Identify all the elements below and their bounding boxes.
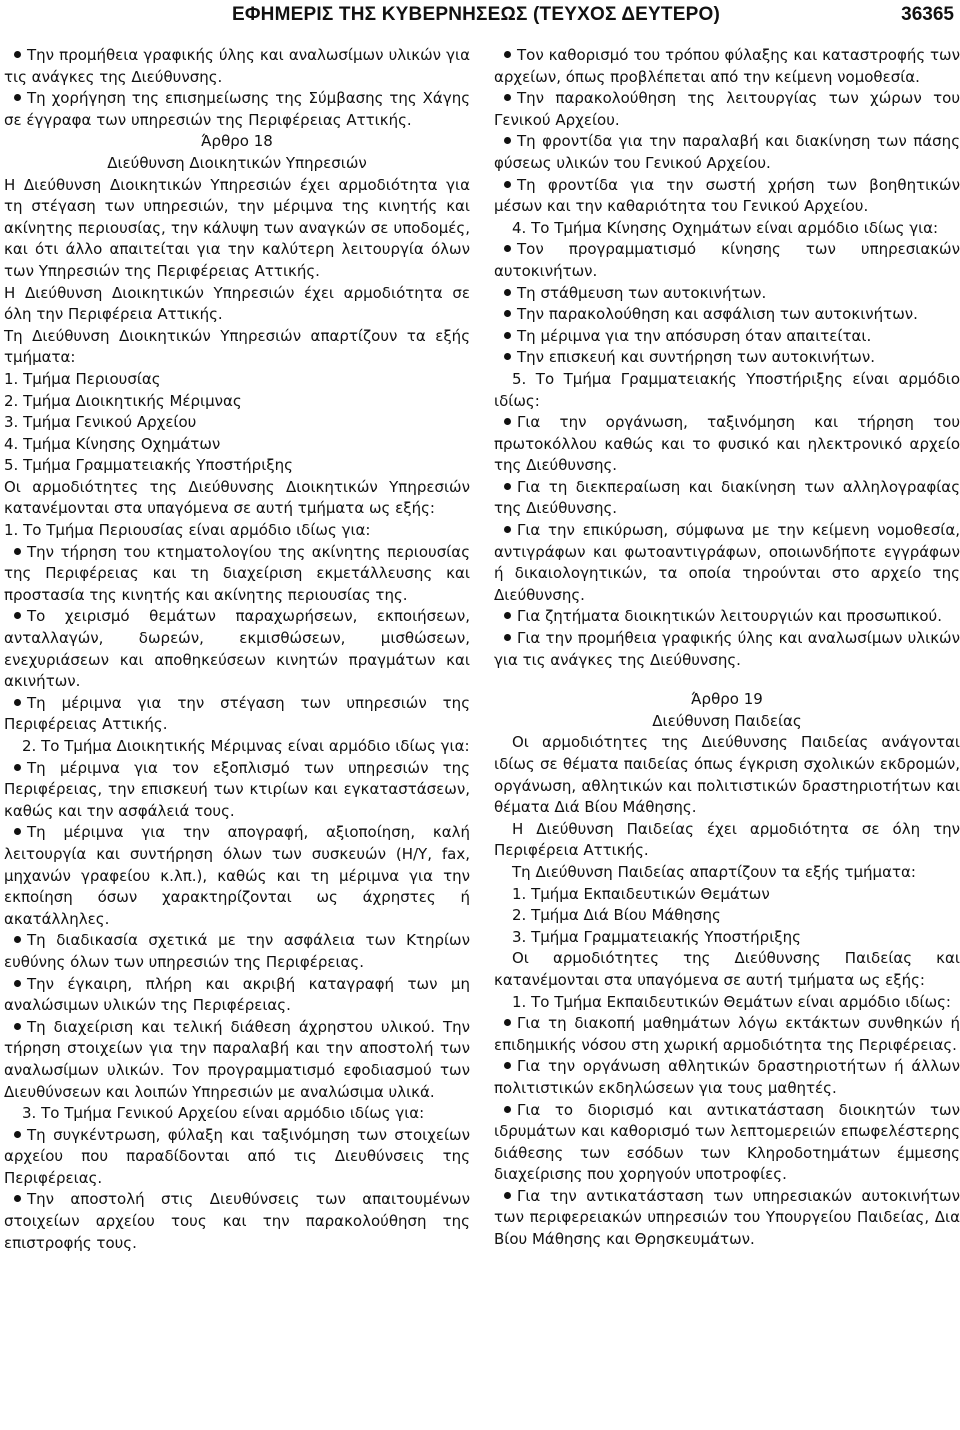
bullet-item: Για την οργάνωση, ταξινόμηση και τήρηση του πρωτοκόλλου καθώς και το φυσικό και ηλεκτρονικό αρχείο της Διεύθυνσης. — [494, 412, 960, 477]
bullet-item: Τη μέριμνα για τον εξοπλισμό των υπηρεσιών της Περιφέρειας, την επισκευή των κτιρίων και εγκαταστάσεων, καθώς και την ασφάλειά τους. — [4, 758, 470, 823]
left-column — [4, 45, 470, 1254]
bullet-item: Για την προμήθεια γραφικής ύλης και αναλωσίμων υλικών για τις ανάγκες της Διεύθυνσης. — [494, 628, 960, 671]
bullet-item: Τη φροντίδα για την παραλαβή και διακίνηση των πάσης φύσεως υλικών του Γενικού Αρχείου. — [494, 131, 960, 174]
paragraph: Οι αρμοδιότητες της Διεύθυνσης Παιδείας ανάγονται ιδίως σε θέματα παιδείας όπως έγκριση σχολικών εκδρομών, οργάνωση, αθλητικών και πολιτιστικών δραστηριοτήτων και θέματα Διά Βίου Μάθησης. — [494, 733, 960, 817]
paragraph: Η Διεύθυνση Διοικητικών Υπηρεσιών έχει αρμοδιότητα για τη στέγαση των υπηρεσιών, την μέριμνα της κινητής και ακίνητης περιουσίας, την κάλυψη των αναγκών σε υποδομές, και ότι άλλο απαιτείται για την καλύτερη λειτουργία όλων των Υπηρεσιών της Περιφέρειας Αττικής. — [4, 175, 470, 280]
list-item: 1. Τμήμα Εκπαιδευτικών Θεμάτων — [512, 884, 770, 903]
list-item: 2. Τμήμα Διοικητικής Μέριμνας — [4, 391, 242, 410]
bullet-item: Τη φροντίδα για την σωστή χρήση των βοηθητικών μέσων και την καθαριότητα του Γενικού Αρχείου. — [494, 175, 960, 218]
gazette-title: ΕΦΗΜΕΡΙΣ ΤΗΣ ΚΥΒΕΡΝΗΣΕΩΣ (ΤΕΥΧΟΣ ΔΕΥΤΕΡΟ) — [232, 4, 720, 25]
bullet-item: Για το διορισμό και αντικατάσταση διοικητών των ιδρυμάτων και καθορισμό των λεπτομερειών επωφελέστερης διάθεσης των εσόδων των Κληροδοτημάτων έμμεσης διαχείρισης που χορηγούν υποτροφίες. — [494, 1100, 960, 1186]
list-item: 2. Τμήμα Διά Βίου Μάθησης — [512, 906, 721, 925]
bullet-item: Την επισκευή και συντήρηση των αυτοκινήτων. — [494, 347, 960, 369]
section-heading: 4. Το Τμήμα Κίνησης Οχημάτων είναι αρμόδιο ιδίως για: — [512, 218, 939, 237]
bullet-item: Για τη διεκπεραίωση και διακίνηση των αλληλογραφίας της Διεύθυνσης. — [494, 477, 960, 520]
bullet-item: Τη στάθμευση των αυτοκινήτων. — [494, 283, 960, 305]
paragraph: Οι αρμοδιότητες της Διεύθυνσης Διοικητικών Υπηρεσιών κατανέμονται στα υπαγόμενα σε αυτή τμήματα ως εξής: — [4, 477, 470, 518]
page-number: 36365 — [901, 4, 954, 25]
list-item: 5. Τμήμα Γραμματειακής Υποστήριξης — [4, 456, 293, 475]
section-heading: 5. Το Τμήμα Γραμματειακής Υποστήριξης είναι αρμόδιο ιδίως: — [494, 369, 960, 410]
bullet-item: Τη διαδικασία σχετικά με την ασφάλεια των Κτηρίων ευθύνης όλων των υπηρεσιών της Περιφέρειας. — [4, 930, 470, 973]
bullet-item: Την προμήθεια γραφικής ύλης και αναλωσίμων υλικών για τις ανάγκες της Διεύθυνσης. — [4, 45, 470, 88]
section-heading: 3. Το Τμήμα Γενικού Αρχείου είναι αρμόδιο ιδίως για: — [22, 1104, 425, 1123]
bullet-item: Τον προγραμματισμό κίνησης των υπηρεσιακών αυτοκινήτων. — [494, 239, 960, 282]
section-heading: 2. Το Τμήμα Διοικητικής Μέριμνας είναι αρμόδιο ιδίως για: — [22, 737, 470, 755]
bullet-item: Τη χορήγηση της επισημείωσης της Σύμβασης της Χάγης σε έγγραφα των υπηρεσιών της Περιφέρειας Αττικής. — [4, 88, 470, 131]
bullet-item: Τη συγκέντρωση, φύλαξη και ταξινόμηση των στοιχείων αρχείου που παραδίδονται από τις Διευθύνσεις της Περιφέρειας. — [4, 1125, 470, 1190]
section-heading: 1. Το Τμήμα Περιουσίας είναι αρμόδιο ιδίως για: — [4, 521, 371, 540]
list-item: 3. Τμήμα Γραμματειακής Υποστήριξης — [512, 927, 801, 946]
article-subheading: Διεύθυνση Παιδείας — [652, 711, 802, 730]
bullet-item: Τη μέριμνα για την απογραφή, αξιοποίηση, καλή λειτουργία και συντήρηση όλων των συσκευών (Η/Υ, fax, μηχανών γραφείου κ.λπ.), καθώς και τη μέριμνα για την εκποίηση όσων χαρακτηρίζονται ως άχρηστες ή ακατάλληλες. — [4, 822, 470, 930]
bullet-item: Τη μέριμνα για την απόσυρση όταν απαιτείται. — [494, 326, 960, 348]
paragraph: Η Διεύθυνση Παιδείας έχει αρμοδιότητα σε όλη την Περιφέρεια Αττικής. — [494, 819, 960, 860]
bullet-item: Τον καθορισμό του τρόπου φύλαξης και καταστροφής των αρχείων, όπως προβλέπεται από την κείμενη νομοθεσία. — [494, 45, 960, 88]
bullet-item: Τη μέριμνα για την στέγαση των υπηρεσιών της Περιφέρειας Αττικής. — [4, 693, 470, 736]
bullet-item: Την τήρηση του κτηματολογίου της ακίνητης περιουσίας της Περιφέρειας και τη διαχείριση εκμετάλλευσης και προστασία της κινητής και ακίνητης περιουσίας της. — [4, 542, 470, 607]
bullet-item: Την έγκαιρη, πλήρη και ακριβή καταγραφή των μη αναλώσιμων υλικών της Περιφέρειας. — [4, 974, 470, 1017]
article-heading: Άρθρο 18 — [201, 132, 273, 151]
paragraph: Τη Διεύθυνση Παιδείας απαρτίζουν τα εξής τμήματα: — [512, 862, 916, 881]
bullet-item: Για την επικύρωση, σύμφωνα με την κείμενη νομοθεσία, αντιγράφων και φωτοαντιγράφων, οποιωνδήποτε εγγράφων ή δικαιολογητικών, τα οποία τηρούνται στο αρχείο της Διεύθυνσης. — [494, 520, 960, 606]
bullet-item: Τη διαχείριση και τελική διάθεση άχρηστου υλικού. Την τήρηση στοιχείων για την παραλαβή και την αποστολή των αναλωσίμων υλικών. Τον προγραμματισμό εφοδιασμού των Διευθύνσεων και λοιπών Υπηρεσιών με αναλώσιμα υλικά. — [4, 1017, 470, 1103]
bullet-item: Το χειρισμό θεμάτων παραχωρήσεων, εκποιήσεων, ανταλλαγών, δωρεών, εκμισθώσεων, μισθώσεων, ενεχυριάσεων και αποθηκεύσεων κινητών πραγμάτων και ακινήτων. — [4, 606, 470, 692]
paragraph: Οι αρμοδιότητες της Διεύθυνσης Παιδείας και κατανέμονται στα υπαγόμενα σε αυτή τμήματα ως εξής: — [494, 949, 960, 989]
bullet-item: Την παρακολούθηση και ασφάλιση των αυτοκινήτων. — [494, 304, 960, 326]
right-column — [494, 45, 960, 1251]
bullet-item: Για τη διακοπή μαθημάτων λόγω εκτάκτων συνθηκών ή επιδημικής νόσου στη χωρική αρμοδιότητα της Περιφέρειας. — [494, 1013, 960, 1056]
article-subheading: Διεύθυνση Διοικητικών Υπηρεσιών — [107, 153, 367, 172]
page-header — [0, 0, 960, 34]
article-heading: Άρθρο 19 — [691, 690, 763, 709]
bullet-item: Την αποστολή στις Διευθύνσεις των απαιτουμένων στοιχείων αρχείου τους και την παρακολούθηση της επιστροφής τους. — [4, 1189, 470, 1254]
bullet-item: Για ζητήματα διοικητικών λειτουργιών και προσωπικού. — [494, 606, 960, 628]
list-item: 4. Τμήμα Κίνησης Οχημάτων — [4, 434, 221, 453]
list-item: 1. Τμήμα Περιουσίας — [4, 369, 161, 388]
paragraph: Τη Διεύθυνση Διοικητικών Υπηρεσιών απαρτίζουν τα εξής τμήματα: — [4, 326, 470, 367]
paragraph: Η Διεύθυνση Διοικητικών Υπηρεσιών έχει αρμοδιότητα σε όλη την Περιφέρεια Αττικής. — [4, 283, 470, 324]
list-item: 3. Τμήμα Γενικού Αρχείου — [4, 413, 197, 432]
bullet-item: Για την αντικατάσταση των υπηρεσιακών αυτοκινήτων των περιφερειακών υπηρεσιών του Υπουργείου Παιδείας, Δια Βίου Μάθησης και Θρησκευμάτων. — [494, 1186, 960, 1251]
bullet-item: Για την οργάνωση αθλητικών δραστηριοτήτων ή άλλων πολιτιστικών εκδηλώσεων για τους μαθητές. — [494, 1056, 960, 1099]
section-heading: 1. Το Τμήμα Εκπαιδευτικών Θεμάτων είναι αρμόδιο ιδίως: — [512, 992, 951, 1011]
bullet-item: Την παρακολούθηση της λειτουργίας των χώρων του Γενικού Αρχείου. — [494, 88, 960, 131]
